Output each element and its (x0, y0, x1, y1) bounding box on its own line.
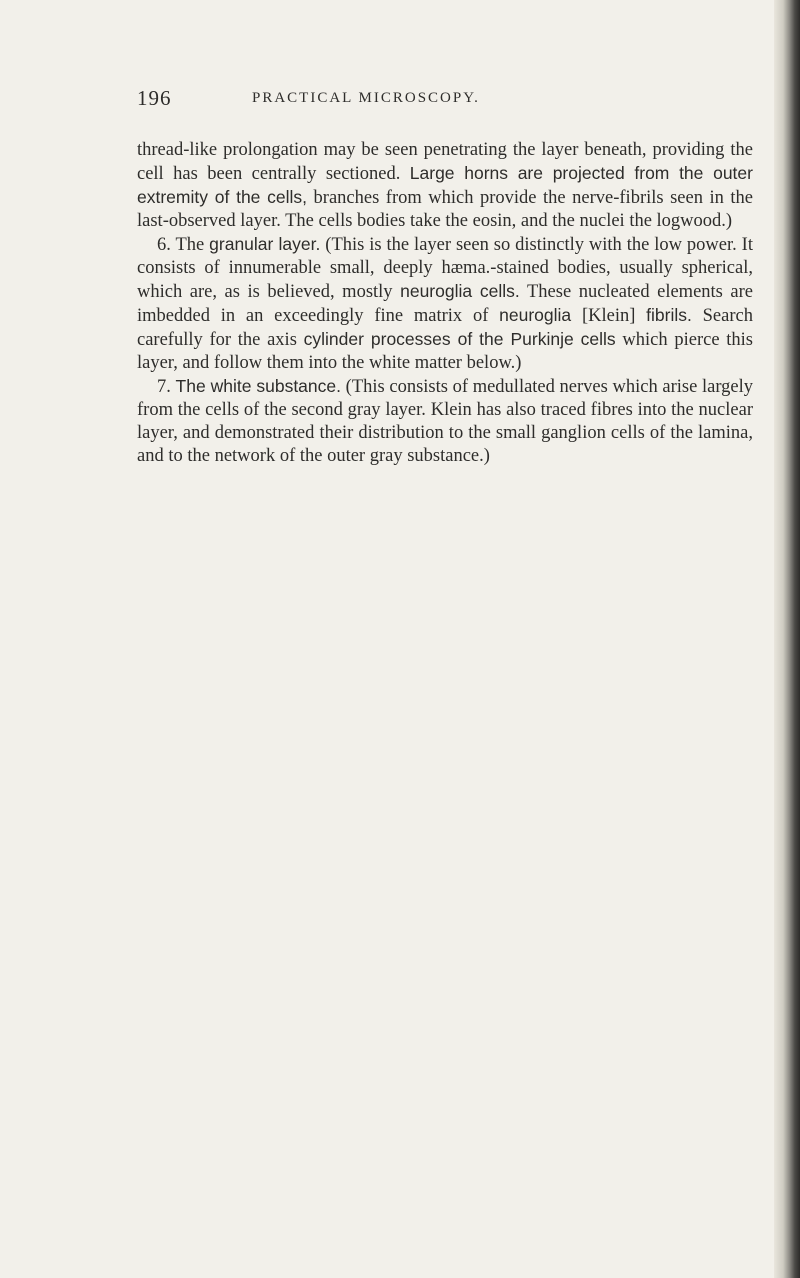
emphasis-text: The white substance. (175, 376, 341, 396)
text-run: branches from which provide the nerve-fibrils seen in the last-observed layer. The cells bodies take the eosin, and the nuclei the logwood.) (137, 188, 753, 231)
emphasis-text: Large horns are projected from the outer extremity of the cells, (137, 163, 753, 207)
emphasis-text: granular layer. (209, 234, 321, 254)
text-run: Search carefully for the axis (137, 306, 753, 350)
emphasis-text: cylinder processes of the Purkinje cells (303, 329, 616, 349)
text-run: 6. The (157, 235, 210, 255)
text-run: These nucleated elements are imbedded in an exceedingly fine matrix of (137, 282, 753, 326)
page-header (137, 86, 737, 116)
text-run: (This consists of medullated nerves which arise largely from the cells of the second gray layer. Klein has also traced fibres into the nuclear layer, and demonstrated their distribution to the small ganglion cells of the lamina, and to the network of the outer gray substance.) (137, 377, 753, 466)
running-head: PRACTICAL MICROSCOPY. (252, 90, 480, 106)
text-run: which pierce this layer, and follow them into the white matter below.) (137, 330, 753, 373)
text-run: 7. (157, 377, 176, 397)
body-text (137, 139, 753, 468)
emphasis-text: fibrils. (646, 305, 692, 325)
page-number: 196 (137, 86, 172, 110)
paragraph-continuation (137, 139, 753, 233)
emphasis-text: neuroglia cells. (400, 281, 520, 301)
paragraph-granular-layer (137, 233, 753, 375)
text-run: [Klein] (571, 306, 647, 326)
text-run: (This is the layer seen so distinctly with the low power. It consists of innumerable small, deeply hæma.-stained bodies, usually spherical, which are, as is believed, mostly (137, 235, 753, 302)
paragraph-white-substance (137, 375, 753, 468)
emphasis-text: neuroglia (499, 305, 572, 325)
page-gutter-shadow (774, 0, 800, 1278)
text-run: thread-like prolongation may be seen penetrating the layer beneath, providing the cell has been centrally sectioned. (137, 140, 753, 184)
